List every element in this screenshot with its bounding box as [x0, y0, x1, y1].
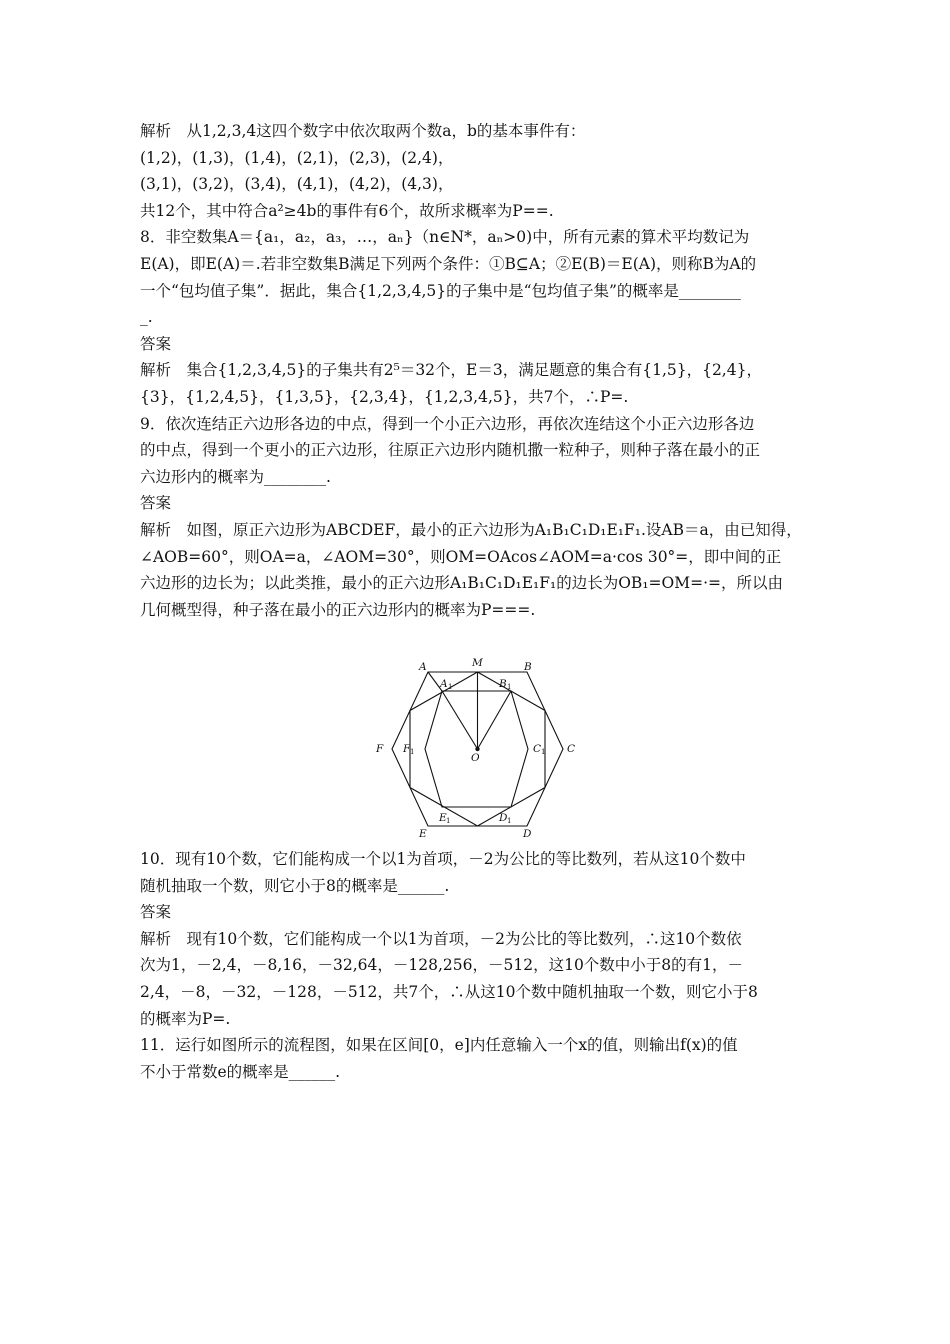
- text-line: 六边形的边长为；以此类推，最小的正六边形A₁B₁C₁D₁E₁F₁的边长为OB₁=OM=·=，所以由: [140, 574, 784, 593]
- label-c1: C: [533, 743, 542, 755]
- text-line: {3}，{1,2,4,5}，{1,3,5}，{2,3,4}，{1,2,3,4,5}，共7个，∴P=.: [140, 387, 629, 406]
- text-line: 几何概型得，种子落在最小的正六边形内的概率为P===.: [140, 600, 536, 619]
- document-body: [140, 118, 812, 623]
- text-line: 解析 现有10个数，它们能构成一个以1为首项，－2为公比的等比数列，∴这10个数依: [140, 929, 742, 948]
- label-f1: F: [403, 743, 411, 755]
- label-b: B: [524, 661, 532, 673]
- label-o: O: [471, 752, 480, 764]
- label-f: F: [376, 743, 384, 755]
- text-line: 共12个，其中符合a²≥4b的事件有6个，故所求概率为P==.: [140, 201, 554, 220]
- answer-label: 答案: [140, 494, 172, 513]
- label-d1: D: [499, 812, 508, 824]
- question-8: 8．非空数集A＝{a₁，a₂，a₃，…，aₙ}（n∈N*，aₙ>0)中，所有元素的算术平均数记为: [140, 228, 750, 247]
- text-line: 六边形内的概率为________.: [140, 467, 331, 486]
- segment-o-b1: [478, 691, 512, 749]
- label-d: D: [523, 828, 532, 840]
- text-block-top: [140, 118, 812, 623]
- question-11: 11．运行如图所示的流程图，如果在区间[0，e]内任意输入一个x的值，则输出f(x)的值: [140, 1036, 738, 1055]
- label-a1-subscript: 1: [448, 683, 453, 691]
- text-line: 2,4，－8，－32，－128，－512，共7个，∴从这10个数中随机抽取一个数，则它小于8: [140, 982, 758, 1001]
- label-a1: A: [440, 678, 448, 690]
- text-line: 一个“包均值子集”．据此，集合{1,2,3,4,5}的子集中是“包均值子集”的概率是________: [140, 281, 741, 300]
- text-line: 的中点，得到一个更小的正六边形，往原正六边形内随机撒一粒种子，则种子落在最小的正: [140, 441, 761, 460]
- text-line: 随机抽取一个数，则它小于8的概率是______.: [140, 876, 450, 895]
- text-block-bottom: [140, 846, 812, 1085]
- question-10: 10．现有10个数，它们能构成一个以1为首项，－2为公比的等比数列，若从这10个数中: [140, 850, 746, 868]
- label-d1-subscript: 1: [507, 817, 512, 825]
- text-line: 解析 从1,2,3,4这四个数字中依次取两个数a，b的基本事件有：: [140, 122, 586, 140]
- text-line: 解析 集合{1,2,3,4,5}的子集共有2⁵＝32个，E＝3，满足题意的集合有{1,5}，{2,4}，: [140, 361, 762, 380]
- hexagon-figure: [373, 656, 578, 842]
- label-c: C: [567, 743, 576, 755]
- text-line: 的概率为P=.: [140, 1009, 231, 1028]
- segment-o-a1: [442, 691, 478, 749]
- label-e1-subscript: 1: [446, 817, 451, 825]
- label-f1-subscript: 1: [410, 748, 415, 756]
- label-c1-subscript: 1: [541, 748, 546, 756]
- label-e: E: [419, 828, 427, 840]
- answer-label: 答案: [140, 903, 172, 922]
- text-line: E(A)，即E(A)＝.若非空数集B满足下列两个条件：①B⊆A；②E(B)＝E(A)，则称B为A的: [140, 254, 757, 273]
- nested-hexagons-diagram: [373, 656, 578, 842]
- center-point-o: [475, 747, 479, 751]
- label-e1: E: [439, 812, 447, 824]
- label-a: A: [419, 661, 427, 673]
- question-9: 9．依次连结正六边形各边的中点，得到一个小正六边形，再依次连结这个小正六边形各边: [140, 414, 755, 433]
- answer-label: 答案: [140, 334, 172, 353]
- text-line: (3,1)，(3,2)，(3,4)，(4,1)，(4,2)，(4,3)，: [140, 175, 454, 194]
- text-line: ∠AOB=60°，则OA=a，∠AOM=30°，则OM=OAcos∠AOM=a·cos 30°=，即中间的正: [140, 547, 782, 566]
- label-b1-subscript: 1: [507, 683, 512, 691]
- label-b1: B: [499, 678, 507, 690]
- text-line: 不小于常数e的概率是______.: [140, 1062, 341, 1081]
- text-line: 解析 如图，原正六边形为ABCDEF，最小的正六边形为A₁B₁C₁D₁E₁F₁.设AB＝a，由已知得，: [140, 520, 802, 539]
- text-line: _.: [140, 308, 153, 327]
- text-line: 次为1，－2,4，－8,16，－32,64，－128,256，－512，这10个数中小于8的有1，－: [140, 956, 744, 975]
- text-line: (1,2)，(1,3)，(1,4)，(2,1)，(2,3)，(2,4)，: [140, 148, 454, 167]
- label-m: M: [472, 657, 483, 669]
